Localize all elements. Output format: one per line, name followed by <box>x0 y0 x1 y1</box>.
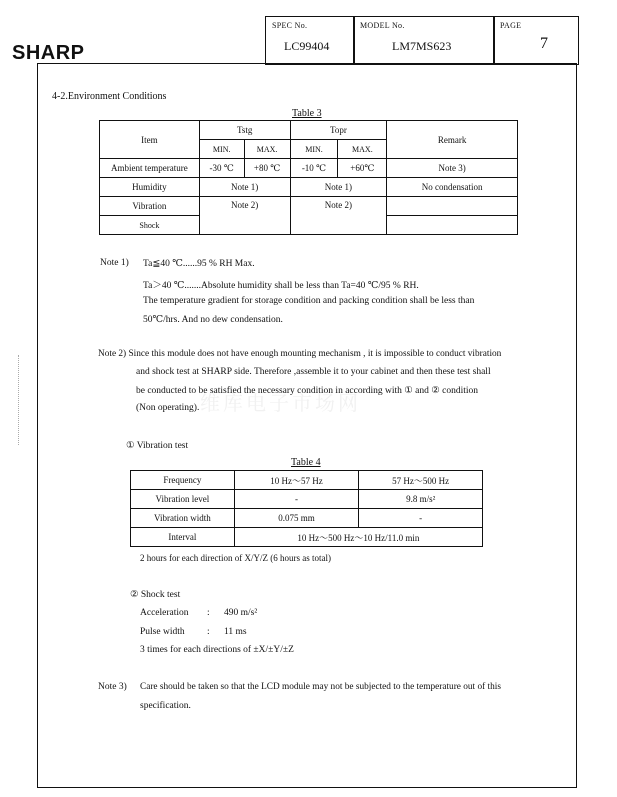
header-topr-max: MAX. <box>338 140 387 159</box>
row-label: Vibration width <box>131 509 235 528</box>
spec-number-box <box>265 16 355 65</box>
acceleration-label: Acceleration <box>140 608 189 618</box>
table3-caption: Table 3 <box>292 108 322 119</box>
spec-value: LC99404 <box>284 39 330 53</box>
cell-topr: Note 1) <box>290 178 387 197</box>
cell-topr-max: +60℃ <box>338 159 387 178</box>
vibration-table <box>130 470 483 547</box>
row-label: Interval <box>131 528 235 547</box>
vibration-title: ① Vibration test <box>126 441 189 451</box>
row-item: Humidity <box>100 178 200 197</box>
cell-tstg-max: +80 ℃ <box>244 159 290 178</box>
pulse-width-value: 11 ms <box>224 627 247 637</box>
cell-remark: No condensation <box>387 178 518 197</box>
cell-topr: Note 2) <box>290 197 387 235</box>
pulse-width-separator: : <box>207 627 210 637</box>
vibration-footnote: 2 hours for each direction of X/Y/Z (6 hours as total) <box>140 553 331 563</box>
row-item: Shock <box>100 216 200 235</box>
acceleration-value: 490 m/s² <box>224 608 258 618</box>
header-remark: Remark <box>387 121 518 159</box>
cell-low: 0.075 mm <box>234 509 359 528</box>
table-row <box>131 509 483 528</box>
header-tstg-max: MAX. <box>244 140 290 159</box>
row-label: Vibration level <box>131 490 235 509</box>
sharp-logo: SHARP <box>12 42 85 64</box>
header-tstg: Tstg <box>199 121 290 140</box>
table-row <box>100 178 518 197</box>
cell-tstg: Note 1) <box>199 178 290 197</box>
header-topr: Topr <box>290 121 387 140</box>
note1-label: Note 1) <box>100 258 129 268</box>
header-frequency: Frequency <box>131 471 235 490</box>
model-label: MODEL No. <box>360 21 405 30</box>
cell-tstg-min: -30 ℃ <box>199 159 244 178</box>
note2-line: Note 2) Since this module does not have enough mounting mechanism , it is impossible to conduct vibration <box>98 349 502 359</box>
note3-line: Care should be taken so that the LCD module may not be subjected to the temperature out of this <box>140 682 501 692</box>
table-row <box>100 159 518 178</box>
page-number-box <box>493 16 579 65</box>
row-item: Ambient temperature <box>100 159 200 178</box>
note2-line: (Non operating). <box>136 403 200 413</box>
table-row <box>131 490 483 509</box>
shock-times: 3 times for each directions of ±X/±Y/±Z <box>140 645 294 655</box>
note1-line: Ta≦40 ℃......95 % RH Max. <box>143 259 255 269</box>
note2-line: be conducted to be satisfied the necessary condition in according with ① and ② condition <box>136 386 479 396</box>
note1-line: Ta＞40 ℃.......Absolute humidity shall be less than Ta=40 ℃/95 % RH. <box>143 281 419 291</box>
cell-remark <box>387 197 518 216</box>
environment-table <box>99 120 518 235</box>
table-header-row <box>100 121 518 140</box>
model-number-box <box>353 16 495 65</box>
acceleration-separator: : <box>207 608 210 618</box>
cell-remark <box>387 216 518 235</box>
cell-tstg: Note 2) <box>199 197 290 235</box>
table4-caption: Table 4 <box>291 457 321 468</box>
cell-high: - <box>359 509 483 528</box>
watermark: 维库电子市场网 <box>200 393 361 415</box>
note1-line: The temperature gradient for storage condition and packing condition shall be less than <box>143 296 475 306</box>
pulse-width-label: Pulse width <box>140 627 185 637</box>
page-value: 7 <box>540 35 548 52</box>
cell-low: - <box>234 490 359 509</box>
table-row <box>100 197 518 216</box>
header-high-range: 57 Hz～500 Hz <box>359 471 483 490</box>
model-value: LM7MS623 <box>392 39 452 53</box>
section-title: 4-2.Environment Conditions <box>52 91 167 102</box>
note3-line: specification. <box>140 701 191 711</box>
spec-label: SPEC No. <box>272 21 308 30</box>
header-tstg-min: MIN. <box>199 140 244 159</box>
note1-line: 50℃/hrs. And no dew condensation. <box>143 315 283 325</box>
table-row <box>131 528 483 547</box>
cell-remark: Note 3) <box>387 159 518 178</box>
cell-topr-min: -10 ℃ <box>290 159 338 178</box>
shock-title: ② Shock test <box>130 590 181 600</box>
header-topr-min: MIN. <box>290 140 338 159</box>
page-label: PAGE <box>500 21 522 30</box>
margin-dots <box>18 355 20 445</box>
cell-interval: 10 Hz～500 Hz～10 Hz/11.0 min <box>234 528 482 547</box>
row-item: Vibration <box>100 197 200 216</box>
note3-label: Note 3) <box>98 682 127 692</box>
header-low-range: 10 Hz～57 Hz <box>234 471 359 490</box>
note2-line: and shock test at SHARP side. Therefore ,assemble it to your cabinet and then these test shall <box>136 367 491 377</box>
header-item: Item <box>100 121 200 159</box>
cell-high: 9.8 m/s² <box>359 490 483 509</box>
table-header-row <box>131 471 483 490</box>
